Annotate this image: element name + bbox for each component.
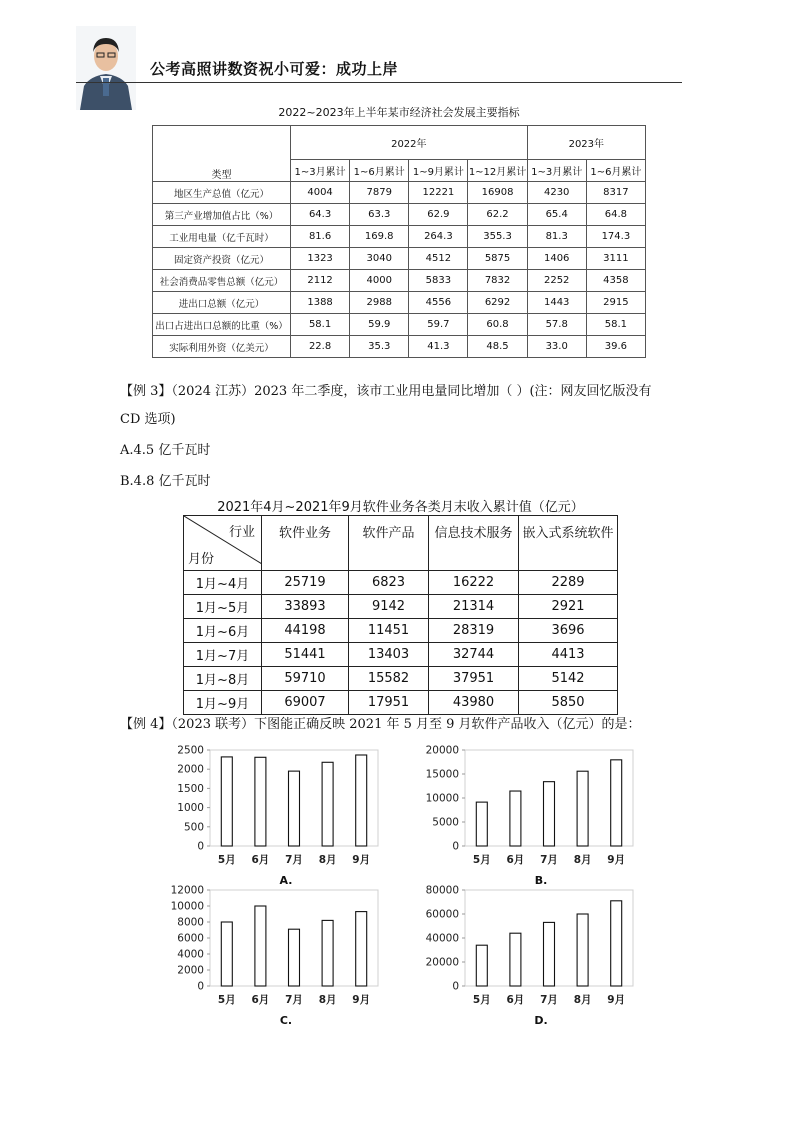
table-cell: 3696 xyxy=(519,619,618,643)
y-tick-label: 1000 xyxy=(177,802,204,815)
bar xyxy=(221,757,232,846)
table-cell: 58.1 xyxy=(586,314,645,336)
table-cell: 4004 xyxy=(291,182,350,204)
y-tick-label: 0 xyxy=(452,980,459,993)
column-header: 嵌入式系统软件 xyxy=(519,516,618,571)
table-cell: 2921 xyxy=(519,595,618,619)
bar xyxy=(510,791,521,846)
table-cell: 57.8 xyxy=(527,314,586,336)
row-label: 工业用电量（亿千瓦时） xyxy=(153,226,291,248)
period-header: 1~6月累计 xyxy=(586,160,645,182)
table-cell: 6292 xyxy=(468,292,527,314)
table-cell: 63.3 xyxy=(350,204,409,226)
y-tick-label: 60000 xyxy=(425,908,459,921)
period-header: 1~9月累计 xyxy=(409,160,468,182)
header-divider xyxy=(76,82,682,83)
y-tick-label: 10000 xyxy=(425,792,459,805)
industry-label: 行业 xyxy=(228,525,255,540)
table-cell: 4000 xyxy=(350,270,409,292)
option-label: B. xyxy=(534,874,548,887)
table-cell: 1388 xyxy=(291,292,350,314)
x-tick-label: 9月 xyxy=(607,994,626,1006)
year-header: 2022年 xyxy=(291,126,528,160)
table-cell: 355.3 xyxy=(468,226,527,248)
month-cell: 1月~8月 xyxy=(184,667,262,691)
y-tick-label: 500 xyxy=(183,821,204,834)
table-cell: 6823 xyxy=(349,571,429,595)
table-cell: 264.3 xyxy=(409,226,468,248)
month-cell: 1月~4月 xyxy=(184,571,262,595)
table-cell: 39.6 xyxy=(586,336,645,358)
table1-caption: 2022~2023年上半年某市经济社会发展主要指标 xyxy=(278,106,520,119)
x-tick-label: 7月 xyxy=(285,994,303,1006)
chart-option-b xyxy=(415,742,645,894)
y-tick-label: 0 xyxy=(197,840,204,853)
table-row xyxy=(153,248,646,270)
software-revenue-table xyxy=(183,515,618,715)
table-row xyxy=(153,204,646,226)
bar xyxy=(322,762,333,846)
bar-chart-d xyxy=(415,882,645,1030)
table-header-row xyxy=(153,126,646,160)
y-tick-label: 6000 xyxy=(177,932,204,945)
period-header: 1~6月累计 xyxy=(350,160,409,182)
y-tick-label: 20000 xyxy=(425,744,459,757)
table-header-row xyxy=(184,516,618,571)
bar xyxy=(255,906,266,986)
table-cell: 174.3 xyxy=(586,226,645,248)
table-row xyxy=(153,182,646,204)
x-tick-label: 9月 xyxy=(352,854,371,866)
y-tick-label: 15000 xyxy=(425,768,459,781)
row-label: 固定资产投资（亿元） xyxy=(153,248,291,270)
table-cell: 51441 xyxy=(262,643,349,667)
table-cell: 8317 xyxy=(586,182,645,204)
bar xyxy=(476,802,487,846)
table-row xyxy=(184,643,618,667)
type-header: 类型 xyxy=(153,126,291,182)
table-row xyxy=(184,619,618,643)
table-cell: 4413 xyxy=(519,643,618,667)
table-cell: 2289 xyxy=(519,571,618,595)
avatar xyxy=(76,26,136,110)
row-label: 出口占进出口总额的比重（%） xyxy=(153,314,291,336)
y-tick-label: 10000 xyxy=(170,900,204,913)
table-cell: 5833 xyxy=(409,270,468,292)
example3-question-line2: CD 选项) xyxy=(120,412,176,427)
chart-option-a xyxy=(160,742,390,894)
x-tick-label: 8月 xyxy=(573,854,592,866)
month-label: 月份 xyxy=(188,552,215,567)
table-cell: 81.6 xyxy=(291,226,350,248)
bar xyxy=(544,782,555,846)
x-tick-label: 9月 xyxy=(607,854,626,866)
bar xyxy=(356,912,367,986)
table-cell: 62.9 xyxy=(409,204,468,226)
row-label: 进出口总额（亿元） xyxy=(153,292,291,314)
x-tick-label: 6月 xyxy=(251,854,270,866)
y-tick-label: 8000 xyxy=(177,916,204,929)
table-cell: 2915 xyxy=(586,292,645,314)
table-cell: 37951 xyxy=(429,667,519,691)
bar xyxy=(255,757,266,846)
table-cell: 48.5 xyxy=(468,336,527,358)
table-cell: 81.3 xyxy=(527,226,586,248)
table-cell: 44198 xyxy=(262,619,349,643)
table-row xyxy=(153,292,646,314)
table-cell: 1443 xyxy=(527,292,586,314)
table-cell: 43980 xyxy=(429,691,519,715)
table-cell: 69007 xyxy=(262,691,349,715)
option-label: D. xyxy=(534,1014,548,1027)
header-title: 公考高照讲数资祝小可爱：成功上岸 xyxy=(150,60,399,78)
option-label: C. xyxy=(279,1014,293,1027)
table-cell: 9142 xyxy=(349,595,429,619)
y-tick-label: 40000 xyxy=(425,932,459,945)
bar xyxy=(611,901,622,986)
table-cell: 4556 xyxy=(409,292,468,314)
y-tick-label: 5000 xyxy=(432,816,459,829)
table-row xyxy=(184,691,618,715)
x-tick-label: 5月 xyxy=(472,994,491,1006)
table-cell: 2988 xyxy=(350,292,409,314)
y-tick-label: 2000 xyxy=(177,964,204,977)
bar xyxy=(577,771,588,846)
table-cell: 58.1 xyxy=(291,314,350,336)
table-cell: 5875 xyxy=(468,248,527,270)
table-cell: 7879 xyxy=(350,182,409,204)
table-row xyxy=(184,667,618,691)
x-tick-label: 5月 xyxy=(217,854,236,866)
x-tick-label: 7月 xyxy=(285,854,303,866)
table-cell: 32744 xyxy=(429,643,519,667)
table-cell: 5850 xyxy=(519,691,618,715)
bar xyxy=(221,922,232,986)
table-cell: 12221 xyxy=(409,182,468,204)
table-cell: 4512 xyxy=(409,248,468,270)
y-tick-label: 2000 xyxy=(177,763,204,776)
table-cell: 13403 xyxy=(349,643,429,667)
x-tick-label: 7月 xyxy=(540,994,558,1006)
x-tick-label: 5月 xyxy=(472,854,491,866)
row-label: 社会消费品零售总额（亿元） xyxy=(153,270,291,292)
table-cell: 25719 xyxy=(262,571,349,595)
bar xyxy=(322,920,333,986)
x-tick-label: 7月 xyxy=(540,854,558,866)
x-tick-label: 9月 xyxy=(352,994,371,1006)
x-tick-label: 6月 xyxy=(506,854,525,866)
table-cell: 2112 xyxy=(291,270,350,292)
period-header: 1~3月累计 xyxy=(527,160,586,182)
y-tick-label: 0 xyxy=(197,980,204,993)
table-cell: 59.7 xyxy=(409,314,468,336)
bar xyxy=(289,771,300,846)
table-cell: 33.0 xyxy=(527,336,586,358)
month-cell: 1月~9月 xyxy=(184,691,262,715)
bar xyxy=(544,922,555,986)
example3-option-a: A.4.5 亿千瓦时 xyxy=(120,443,211,458)
table-cell: 5142 xyxy=(519,667,618,691)
y-tick-label: 12000 xyxy=(170,884,204,897)
x-tick-label: 6月 xyxy=(506,994,525,1006)
bar xyxy=(577,914,588,986)
bar-chart-a xyxy=(160,742,390,890)
table-cell: 65.4 xyxy=(527,204,586,226)
bar-chart-c xyxy=(160,882,390,1030)
y-tick-label: 4000 xyxy=(177,948,204,961)
month-cell: 1月~5月 xyxy=(184,595,262,619)
bar xyxy=(356,755,367,846)
diagonal-corner-cell xyxy=(184,516,262,571)
table-cell: 62.2 xyxy=(468,204,527,226)
x-tick-label: 8月 xyxy=(573,994,592,1006)
table-cell: 2252 xyxy=(527,270,586,292)
table-cell: 1406 xyxy=(527,248,586,270)
bar xyxy=(289,929,300,986)
month-cell: 1月~7月 xyxy=(184,643,262,667)
column-header: 信息技术服务 xyxy=(429,516,519,571)
table-cell: 59.9 xyxy=(350,314,409,336)
row-label: 实际利用外资（亿美元） xyxy=(153,336,291,358)
y-tick-label: 1500 xyxy=(177,782,204,795)
year-header: 2023年 xyxy=(527,126,645,160)
table-cell: 64.8 xyxy=(586,204,645,226)
table-cell: 41.3 xyxy=(409,336,468,358)
table-cell: 4358 xyxy=(586,270,645,292)
bar-chart-b xyxy=(415,742,645,890)
table-cell: 21314 xyxy=(429,595,519,619)
y-tick-label: 0 xyxy=(452,840,459,853)
x-tick-label: 5月 xyxy=(217,994,236,1006)
table-cell: 16908 xyxy=(468,182,527,204)
indicators-table xyxy=(152,125,646,358)
table-cell: 64.3 xyxy=(291,204,350,226)
y-tick-label: 2500 xyxy=(177,744,204,757)
period-header: 1~12月累计 xyxy=(468,160,527,182)
table-cell: 16222 xyxy=(429,571,519,595)
row-label: 第三产业增加值占比（%） xyxy=(153,204,291,226)
table-cell: 3111 xyxy=(586,248,645,270)
table-row xyxy=(153,336,646,358)
table-cell: 3040 xyxy=(350,248,409,270)
chart-option-c xyxy=(160,882,390,1034)
column-header: 软件产品 xyxy=(349,516,429,571)
table-cell: 1323 xyxy=(291,248,350,270)
table-row xyxy=(153,314,646,336)
bar xyxy=(510,933,521,986)
example4-question: 【例 4】（2023 联考）下图能正确反映 2021 年 5 月至 9 月软件产品收入（亿元）的是： xyxy=(120,717,641,732)
table-cell: 4230 xyxy=(527,182,586,204)
y-tick-label: 20000 xyxy=(425,956,459,969)
table-row xyxy=(153,270,646,292)
table-cell: 7832 xyxy=(468,270,527,292)
month-cell: 1月~6月 xyxy=(184,619,262,643)
table-cell: 28319 xyxy=(429,619,519,643)
table-cell: 11451 xyxy=(349,619,429,643)
table-cell: 17951 xyxy=(349,691,429,715)
table-cell: 35.3 xyxy=(350,336,409,358)
bar xyxy=(611,760,622,846)
y-tick-label: 80000 xyxy=(425,884,459,897)
period-header: 1~3月累计 xyxy=(291,160,350,182)
table-cell: 33893 xyxy=(262,595,349,619)
x-tick-label: 6月 xyxy=(251,994,270,1006)
x-tick-label: 8月 xyxy=(318,854,337,866)
table-cell: 169.8 xyxy=(350,226,409,248)
table-cell: 60.8 xyxy=(468,314,527,336)
bar xyxy=(476,945,487,986)
row-label: 地区生产总值（亿元） xyxy=(153,182,291,204)
table2-caption: 2021年4月~2021年9月软件业务各类月末收入累计值（亿元） xyxy=(217,500,584,515)
chart-option-d xyxy=(415,882,645,1034)
table-row xyxy=(184,571,618,595)
table-cell: 15582 xyxy=(349,667,429,691)
x-tick-label: 8月 xyxy=(318,994,337,1006)
table-cell: 59710 xyxy=(262,667,349,691)
table-row xyxy=(153,226,646,248)
table-row xyxy=(184,595,618,619)
table-cell: 22.8 xyxy=(291,336,350,358)
column-header: 软件业务 xyxy=(262,516,349,571)
option-label: A. xyxy=(279,874,293,887)
example3-question-line1: 【例 3】（2024 江苏）2023 年二季度，该市工业用电量同比增加（ ）(注：网友回忆版没有 xyxy=(120,384,652,399)
example3-option-b: B.4.8 亿千瓦时 xyxy=(120,474,211,489)
